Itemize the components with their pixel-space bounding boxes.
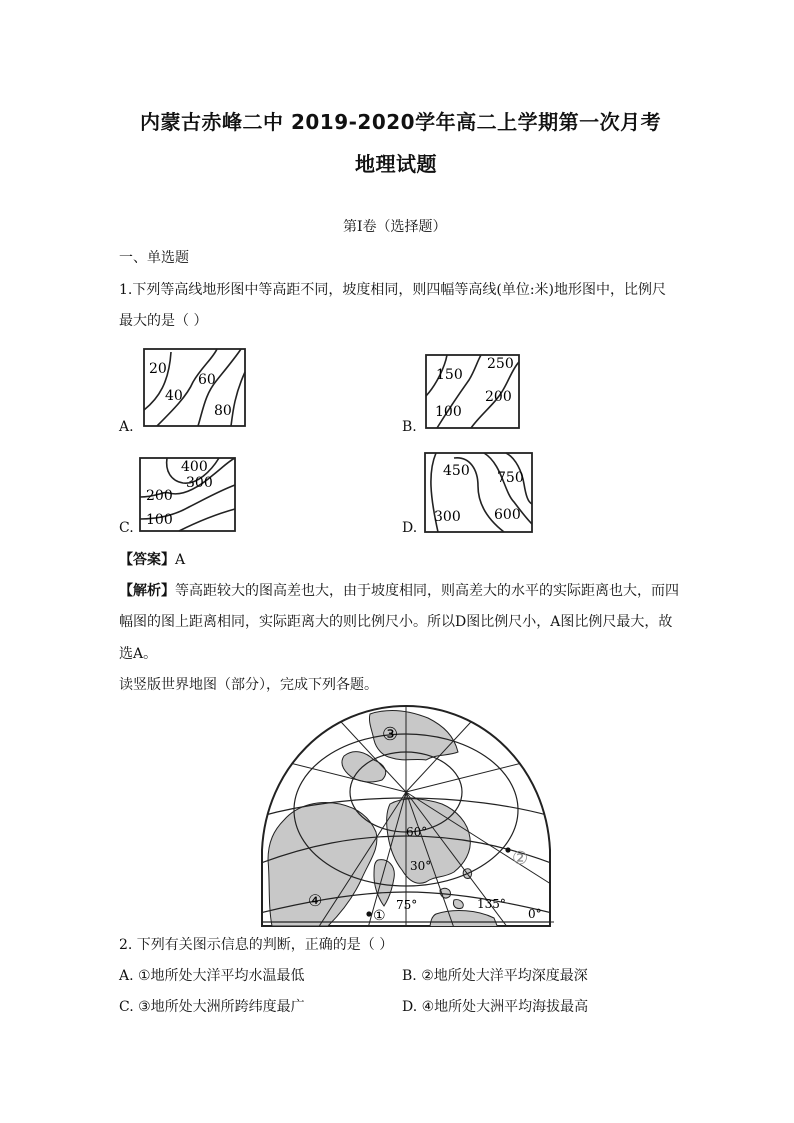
q1-answer bbox=[119, 549, 185, 571]
point-2-dot bbox=[505, 847, 510, 852]
point-1-dot bbox=[366, 911, 371, 916]
answer-value: A bbox=[175, 552, 186, 568]
world-map-figure bbox=[258, 700, 554, 928]
q1-stem-line1: 1.下列等高线地形图中等高距不同，坡度相同，则四幅等高线(单位:米)地形图中，比例尺 bbox=[119, 282, 666, 298]
contour-b-100: 100 bbox=[435, 404, 462, 420]
answer-tag: 【答案】 bbox=[119, 552, 175, 568]
q2-option-b[interactable]: B. ②地所处大洋平均深度最深 bbox=[402, 968, 588, 984]
q1-analysis-line2: 幅图的图上距离相同，实际距离大的则比例尺小。所以D图比例尺小，A图比例尺最大，故 bbox=[119, 614, 673, 630]
contour-c-400: 400 bbox=[181, 459, 208, 475]
contour-d-600: 600 bbox=[494, 507, 521, 523]
contour-a-60: 60 bbox=[198, 372, 216, 388]
label-circle-3: ③ bbox=[382, 724, 399, 745]
figure-d-contour-map bbox=[424, 452, 534, 534]
analysis-text-1: 等高距较大的图高差也大，由于坡度相同，则高差大的水平的实际距离也大，而四 bbox=[175, 583, 679, 599]
exam-subtitle: 地理试题 bbox=[355, 152, 437, 176]
contour-c-100: 100 bbox=[146, 512, 173, 528]
contour-b-200: 200 bbox=[485, 389, 512, 405]
exam-title: 内蒙古赤峰二中 2019-2020学年高二上学期第一次月考 bbox=[140, 110, 662, 134]
label-30deg: 30° bbox=[410, 859, 432, 873]
contour-d-750: 750 bbox=[497, 470, 524, 486]
contour-d-450: 450 bbox=[443, 463, 470, 479]
figure-d-label: D. bbox=[402, 520, 418, 536]
contour-c-200: 200 bbox=[146, 488, 173, 504]
figure-b-label: B. bbox=[402, 419, 417, 435]
section-heading: 一、单选题 bbox=[119, 250, 189, 266]
figure-b-contour-map bbox=[425, 354, 521, 430]
contour-b-150: 150 bbox=[436, 367, 463, 383]
contour-a-40: 40 bbox=[165, 388, 183, 404]
q2-option-d[interactable]: D. ④地所处大洲平均海拔最高 bbox=[402, 999, 589, 1015]
q2-stem: 2. 下列有关图示信息的判断，正确的是（ ） bbox=[119, 937, 394, 953]
label-circle-1: ① bbox=[373, 908, 386, 924]
contour-b-250: 250 bbox=[487, 356, 514, 372]
figure-a-label: A. bbox=[119, 419, 134, 435]
figure-c-contour-map bbox=[139, 457, 237, 533]
contour-d-300: 300 bbox=[434, 509, 461, 525]
q2-option-a[interactable]: A. ①地所处大洋平均水温最低 bbox=[119, 968, 305, 984]
label-circle-4: ④ bbox=[308, 891, 323, 910]
q1-stem-line2: 最大的是（ ） bbox=[119, 313, 208, 329]
q1-analysis-line1 bbox=[119, 580, 679, 602]
label-135deg: 135° bbox=[477, 897, 506, 911]
label-0deg: 0° bbox=[528, 907, 542, 921]
contour-a-20: 20 bbox=[149, 361, 167, 377]
map-intro: 读竖版世界地图（部分），完成下列各题。 bbox=[119, 677, 378, 693]
analysis-tag: 【解析】 bbox=[119, 583, 175, 599]
q2-option-c[interactable]: C. ③地所处大洲所跨纬度最广 bbox=[119, 999, 305, 1015]
contour-c-300: 300 bbox=[186, 475, 213, 491]
q1-analysis-line3: 选A。 bbox=[119, 646, 158, 662]
volume-heading: 第I卷（选择题） bbox=[343, 219, 447, 235]
label-75deg: 75° bbox=[396, 898, 418, 912]
figure-c-label: C. bbox=[119, 520, 134, 536]
label-circle-2: ② bbox=[512, 848, 529, 869]
figure-a-contour-map bbox=[143, 348, 247, 428]
label-60deg: 60° bbox=[406, 825, 428, 839]
contour-a-80: 80 bbox=[214, 403, 232, 419]
